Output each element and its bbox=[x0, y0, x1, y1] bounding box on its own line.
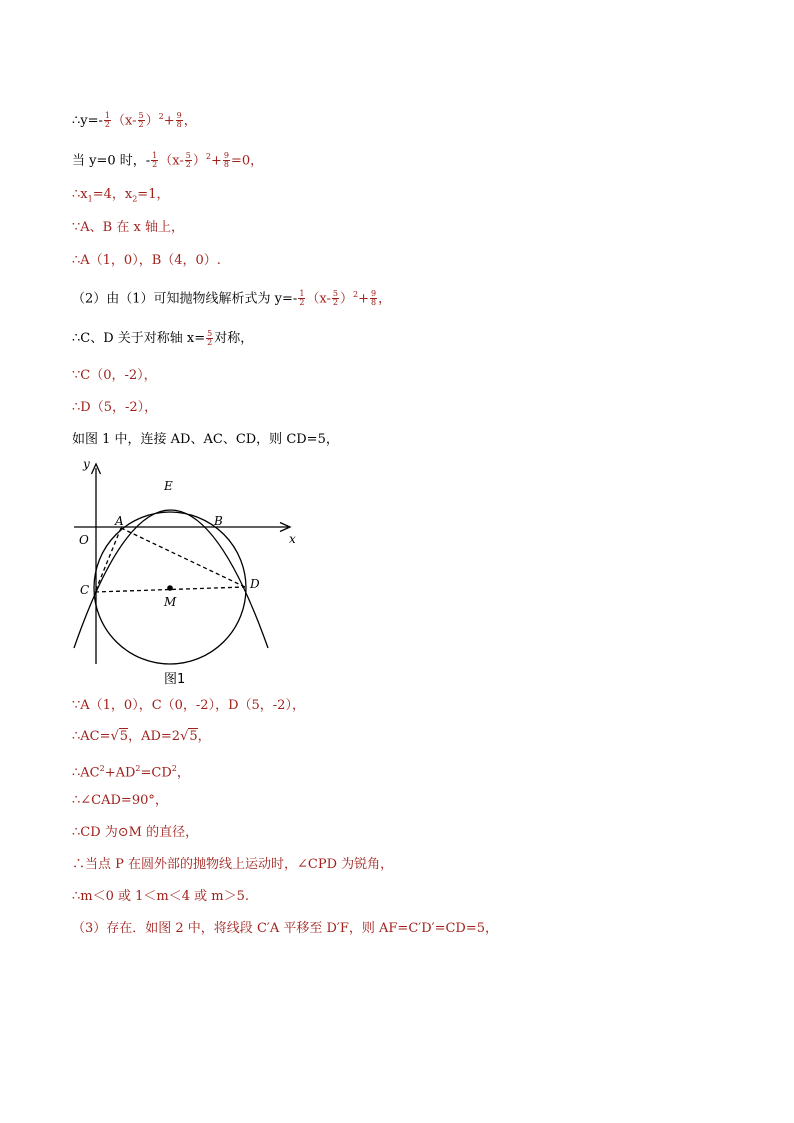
text: =4，x bbox=[92, 187, 133, 202]
solution-line-4: ∵A、B 在 x 轴上， bbox=[72, 220, 184, 235]
label-o: O bbox=[79, 533, 89, 547]
fraction bbox=[138, 112, 145, 129]
text: ， bbox=[197, 729, 211, 744]
solution-line-2 bbox=[72, 148, 263, 170]
fraction bbox=[185, 152, 192, 169]
solution-line-11: ∵A（1，0），C（0，-2），D（5，-2）， bbox=[72, 698, 305, 713]
denominator: 2 bbox=[332, 298, 338, 308]
exponent: 2 bbox=[353, 290, 359, 299]
label-x: x bbox=[289, 532, 296, 546]
exponent: 2 bbox=[158, 112, 164, 121]
fraction bbox=[298, 290, 305, 307]
solution-line-5: ∴A（1，0），B（4，0）. bbox=[72, 253, 221, 268]
label-d: D bbox=[250, 577, 260, 591]
solution-line-16: ∴当点 P 在圆外部的抛物线上运动时，∠CPD 为锐角， bbox=[72, 857, 394, 872]
radicand: 5 bbox=[189, 729, 198, 744]
fraction bbox=[176, 112, 183, 129]
text: （x- bbox=[306, 291, 331, 307]
text: + bbox=[210, 153, 222, 169]
text: ，AD=2 bbox=[128, 729, 181, 744]
subscript: 1 bbox=[87, 194, 93, 204]
label-m: M bbox=[164, 595, 177, 609]
text: 对称， bbox=[214, 331, 254, 346]
text: ∴AC= bbox=[72, 729, 111, 744]
solution-line-12 bbox=[72, 728, 211, 746]
exponent: 2 bbox=[135, 764, 141, 773]
fraction bbox=[151, 152, 158, 169]
radical-sign: √ bbox=[180, 729, 189, 744]
text: + bbox=[163, 113, 175, 129]
text: =0， bbox=[230, 153, 264, 169]
numerator: 9 bbox=[223, 151, 229, 161]
fraction bbox=[332, 290, 339, 307]
center-m-point bbox=[167, 585, 173, 591]
figure-caption: 图1 bbox=[164, 672, 186, 687]
solution-line-9: ∴D（5，-2）， bbox=[72, 400, 158, 415]
text: + bbox=[358, 291, 370, 307]
text: （2）由（1）可知抛物线解析式为 y=- bbox=[72, 291, 298, 307]
text: ∴y=- bbox=[72, 113, 103, 129]
label-a: A bbox=[115, 514, 124, 528]
text: ， bbox=[378, 291, 392, 307]
label-c: C bbox=[80, 583, 90, 597]
solution-line-1 bbox=[72, 108, 197, 130]
numerator: 9 bbox=[176, 111, 182, 121]
text: （x- bbox=[159, 153, 184, 169]
text: =CD bbox=[140, 765, 172, 781]
denominator: 2 bbox=[185, 160, 191, 170]
radicand: 5 bbox=[119, 729, 129, 744]
denominator: 2 bbox=[207, 338, 213, 347]
numerator: 5 bbox=[207, 329, 213, 338]
fraction bbox=[104, 112, 111, 129]
denominator: 8 bbox=[223, 160, 229, 170]
text: ） bbox=[145, 113, 159, 129]
text: ∴C、D 关于对称轴 x= bbox=[72, 331, 206, 346]
numerator: 1 bbox=[152, 151, 158, 161]
solution-line-13 bbox=[72, 760, 190, 782]
figure-1 bbox=[66, 452, 306, 690]
solution-line-15: ∴CD 为⊙M 的直径， bbox=[72, 825, 199, 840]
label-e: E bbox=[164, 479, 173, 493]
numerator: 1 bbox=[299, 289, 305, 299]
text: ， bbox=[176, 765, 190, 781]
numerator: 9 bbox=[371, 289, 377, 299]
solution-line-8: ∵C（0，-2）， bbox=[72, 368, 157, 383]
label-y: y bbox=[83, 457, 90, 471]
numerator: 1 bbox=[104, 111, 110, 121]
numerator: 5 bbox=[332, 289, 338, 299]
fraction bbox=[370, 290, 377, 307]
text: ） bbox=[192, 153, 206, 169]
solution-line-18: （3）存在．如图 2 中，将线段 C′A 平移至 D′F，则 AF=C′D′=CD=5， bbox=[72, 921, 499, 936]
denominator: 2 bbox=[138, 120, 144, 130]
fraction bbox=[206, 330, 213, 347]
numerator: 5 bbox=[185, 151, 191, 161]
label-b: B bbox=[214, 514, 223, 528]
denominator: 8 bbox=[176, 120, 182, 130]
solution-line-6 bbox=[72, 286, 391, 308]
text: ， bbox=[183, 113, 197, 129]
numerator: 5 bbox=[138, 111, 144, 121]
exponent: 2 bbox=[171, 764, 177, 773]
text: ∴x bbox=[72, 187, 88, 202]
text: （x- bbox=[112, 113, 137, 129]
text: +AD bbox=[104, 765, 136, 781]
denominator: 8 bbox=[371, 298, 377, 308]
text: ） bbox=[340, 291, 354, 307]
text: =1， bbox=[137, 187, 170, 202]
solution-line-3 bbox=[72, 186, 169, 209]
text: 当 y=0 时，- bbox=[72, 153, 151, 169]
subscript: 2 bbox=[132, 194, 138, 204]
denominator: 2 bbox=[299, 298, 305, 308]
text: ∴AC bbox=[72, 765, 100, 781]
denominator: 2 bbox=[152, 160, 158, 170]
solution-line-17: ∴m＜0 或 1＜m＜4 或 m＞5. bbox=[72, 889, 249, 904]
exponent: 2 bbox=[99, 764, 105, 773]
exponent: 2 bbox=[205, 152, 211, 161]
solution-line-7 bbox=[72, 330, 253, 348]
fraction bbox=[223, 152, 230, 169]
parabola bbox=[74, 510, 268, 648]
solution-line-14: ∴∠CAD=90°， bbox=[72, 793, 168, 808]
denominator: 2 bbox=[104, 120, 110, 130]
radical-sign: √ bbox=[110, 729, 119, 744]
solution-line-10: 如图 1 中，连接 AD、AC、CD，则 CD=5， bbox=[72, 432, 339, 447]
